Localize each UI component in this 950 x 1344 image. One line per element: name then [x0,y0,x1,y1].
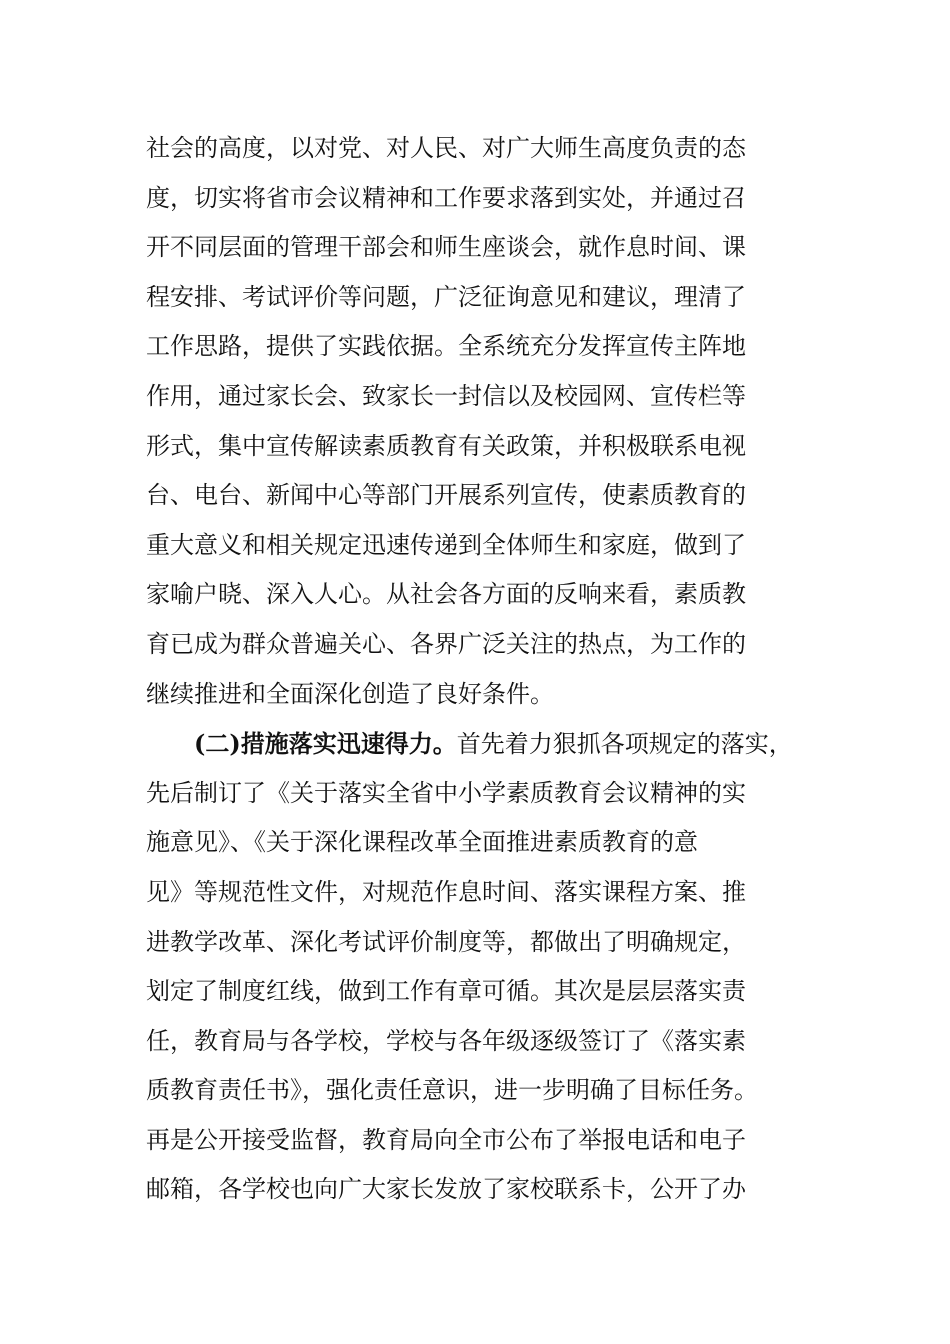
section-heading: (二)措施落实迅速得力。 [194,729,457,759]
text-line: 台、电台、新闻中心等部门开展系列宣传，使素质教育的 [146,481,746,510]
text-line: 再是公开接受监督，教育局向全市公布了举报电话和电子 [146,1125,746,1154]
text-line: 度，切实将省市会议精神和工作要求落到实处，并通过召 [146,183,746,212]
text-line: 育已成为群众普遍关心、各界广泛关注的热点，为工作的 [146,629,746,658]
text-run: 首先着力狠抓各项规定的落实， [456,730,793,759]
text-line: 划定了制度红线，做到工作有章可循。其次是层层落实责 [146,977,746,1006]
body-text [146,124,826,1215]
text-line: 见》等规范性文件，对规范作息时间、落实课程方案、推 [146,877,746,906]
paragraph-2-first-line [146,719,826,769]
paragraph-1 [146,124,826,719]
text-line: 进教学改革、深化考试评价制度等，都做出了明确规定， [146,927,746,956]
text-line: 工作思路，提供了实践依据。全系统充分发挥宣传主阵地 [146,332,746,361]
text-line: 开不同层面的管理干部会和师生座谈会，就作息时间、课 [146,233,746,262]
text-line: 重大意义和相关规定迅速传递到全体师生和家庭，做到了 [146,530,746,559]
text-line: 任，教育局与各学校，学校与各年级逐级签订了《落实素 [146,1026,746,1055]
text-line: 质教育责任书》，强化责任意识，进一步明确了目标任务。 [146,1076,758,1105]
text-line: 作用，通过家长会、致家长一封信以及校园网、宣传栏等 [146,381,746,410]
text-line: 社会的高度，以对党、对人民、对广大师生高度负责的态 [146,134,746,162]
text-line: 先后制订了《关于落实全省中小学素质教育会议精神的实 [146,778,746,807]
paragraph-2 [146,719,826,1215]
text-line: 继续推进和全面深化创造了良好条件。 [146,679,554,708]
text-line: 程安排、考试评价等问题，广泛征询意见和建议，理清了 [146,282,746,311]
text-line: 邮箱，各学校也向广大家长发放了家校联系卡，公开了办 [146,1175,746,1204]
text-line: 施意见》、《关于深化课程改革全面推进素质教育的意 [146,828,698,857]
text-line: 形式，集中宣传解读素质教育有关政策，并积极联系电视 [146,431,746,460]
text-line: 家喻户晓、深入人心。从社会各方面的反响来看，素质教 [146,580,746,609]
